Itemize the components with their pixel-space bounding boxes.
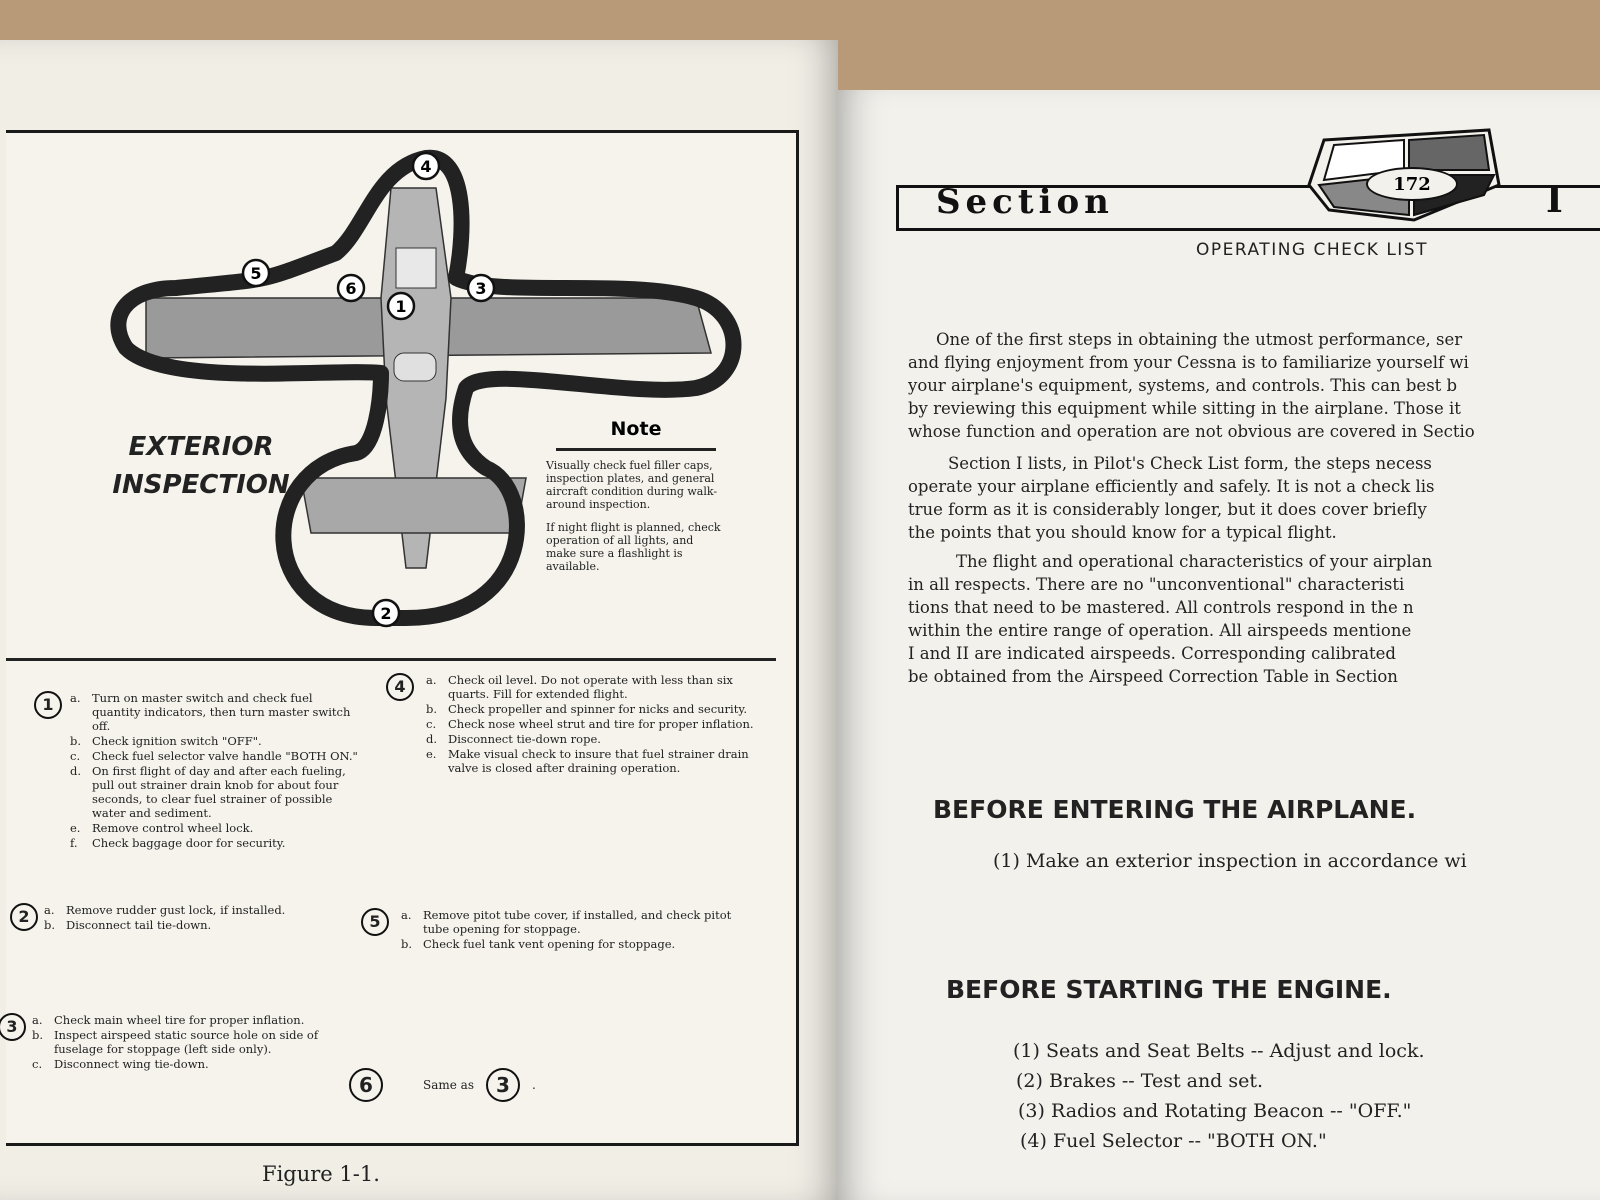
step-6-text: Same as bbox=[423, 1078, 474, 1092]
svg-text:6: 6 bbox=[345, 279, 357, 298]
model-badge bbox=[1304, 125, 1509, 225]
exterior-inspection-title: EXTERIOR INSPECTION bbox=[112, 432, 290, 500]
list-item: b. Check fuel tank vent opening for stoppage. bbox=[401, 937, 676, 951]
station-marker-6 bbox=[338, 275, 364, 301]
list-item: c. Check fuel selector valve handle "BOTH ON." bbox=[70, 749, 358, 763]
list-item: e. Make visual check to insure that fuel strainer drain valve is closed after draining operation. bbox=[426, 747, 749, 775]
station-marker-4 bbox=[413, 153, 439, 179]
list-item: d. Disconnect tie-down rope. bbox=[426, 732, 601, 746]
station-marker-2 bbox=[373, 600, 399, 626]
section-banner bbox=[896, 155, 1600, 225]
intro-paragraph-2: Section I lists, in Pilot's Check List form, the steps necess operate your airplane efficiently and safely. It is not a check lis true form as it is considerably longer, but it does cover briefly the points that you should know for a typical flight. bbox=[908, 454, 1435, 542]
step-1-list bbox=[70, 691, 364, 850]
step-2 bbox=[10, 903, 340, 933]
list-item: c. Disconnect wing tie-down. bbox=[32, 1057, 209, 1071]
figure-frame bbox=[6, 130, 799, 1146]
step-3 bbox=[0, 1013, 338, 1072]
svg-text:3: 3 bbox=[475, 279, 487, 298]
before-entering-heading: BEFORE ENTERING THE AIRPLANE. bbox=[933, 795, 1417, 824]
step-number-1: 1 bbox=[34, 691, 62, 719]
step-2-list bbox=[44, 903, 340, 932]
list-item: c. Check nose wheel strut and tire for proper inflation. bbox=[426, 717, 754, 731]
note-paragraph-2: If night flight is planned, check operation of all lights, and make sure a flashlight is available. bbox=[546, 521, 721, 573]
step-number-5: 5 bbox=[361, 908, 389, 936]
before-starting-heading: BEFORE STARTING THE ENGINE. bbox=[946, 975, 1392, 1004]
list-item: f. Check baggage door for security. bbox=[70, 836, 286, 850]
tail-shape bbox=[301, 478, 526, 533]
before-starting-item-1: (1) Seats and Seat Belts -- Adjust and lock. bbox=[1013, 1040, 1425, 1062]
step-number-4: 4 bbox=[386, 673, 414, 701]
right-page bbox=[838, 90, 1600, 1200]
step-number-2: 2 bbox=[10, 903, 38, 931]
figure-caption: Figure 1-1. bbox=[262, 1162, 380, 1186]
before-entering-item-1: (1) Make an exterior inspection in accordance wi bbox=[993, 850, 1467, 872]
step-4-list bbox=[426, 673, 776, 775]
station-marker-5 bbox=[243, 260, 269, 286]
step-4 bbox=[386, 673, 776, 776]
step-5-list bbox=[401, 908, 761, 951]
note-box bbox=[546, 418, 721, 583]
step-3-list bbox=[32, 1013, 338, 1071]
list-item: d. On first flight of day and after each fueling, pull out strainer drain knob for about four seconds, to clear fuel strainer of possible water and sediment. bbox=[70, 764, 346, 820]
intro-paragraph-3: The flight and operational characteristics of your airplan in all respects. There are no "unconventional" characteristi tions that need to be mastered. All controls respond in the n within the entire range of operation. All airspeeds mentione I and II are indicated airspeeds. Corresponding calibrated be obtained from the Airspeed Correction Table in Section bbox=[908, 552, 1433, 686]
list-item: b. Check ignition switch "OFF". bbox=[70, 734, 262, 748]
list-item: b. Inspect airspeed static source hole on side of fuselage for stoppage (left side only). bbox=[32, 1028, 319, 1056]
svg-text:1: 1 bbox=[395, 297, 407, 316]
list-item: a. Check oil level. Do not operate with less than six quarts. Fill for extended flight. bbox=[426, 673, 733, 701]
list-item: a. Check main wheel tire for proper inflation. bbox=[32, 1013, 305, 1027]
before-starting-item-3: (3) Radios and Rotating Beacon -- "OFF." bbox=[1018, 1100, 1412, 1122]
svg-text:5: 5 bbox=[250, 264, 262, 283]
step-number-6: 6 bbox=[349, 1068, 383, 1102]
note-heading: Note bbox=[556, 418, 716, 451]
left-page bbox=[0, 40, 838, 1200]
list-item: b. Check propeller and spinner for nicks and security. bbox=[426, 702, 747, 716]
list-item: a. Remove pitot tube cover, if installed, and check pitot tube opening for stoppage. bbox=[401, 908, 732, 936]
list-item: e. Remove control wheel lock. bbox=[70, 821, 254, 835]
step-6 bbox=[349, 1068, 536, 1102]
checklist-heading: OPERATING CHECK LIST bbox=[1196, 240, 1428, 260]
figure-divider bbox=[6, 658, 776, 661]
intro-paragraph-1: One of the first steps in obtaining the utmost performance, ser and flying enjoyment from your Cessna is to familiarize yourself wi your airplane's equipment, systems, and controls. This can best b by reviewing this equipment while sitting in the airplane. Those it whose function and operation are not obvious are covered in Sectio bbox=[908, 330, 1475, 441]
list-item: a. Turn on master switch and check fuel quantity indicators, then turn master switch off. bbox=[70, 691, 351, 733]
list-item: b. Disconnect tail tie-down. bbox=[44, 918, 212, 932]
station-marker-1 bbox=[388, 293, 414, 319]
svg-text:2: 2 bbox=[380, 604, 392, 623]
svg-text:4: 4 bbox=[420, 157, 432, 176]
before-starting-item-2: (2) Brakes -- Test and set. bbox=[1016, 1070, 1264, 1092]
step-5 bbox=[361, 908, 761, 952]
before-starting-item-4: (4) Fuel Selector -- "BOTH ON." bbox=[1020, 1130, 1327, 1152]
section-word: Section bbox=[936, 182, 1114, 222]
section-numeral: I bbox=[1546, 179, 1563, 221]
badge-number: 172 bbox=[1366, 167, 1458, 201]
step-6-suffix: . bbox=[531, 1078, 536, 1092]
step-6-ref: 3 bbox=[486, 1068, 520, 1102]
station-marker-3 bbox=[468, 275, 494, 301]
step-number-3: 3 bbox=[0, 1013, 26, 1041]
note-paragraph-1: Visually check fuel filler caps, inspection plates, and general aircraft condition during walk-around inspection. bbox=[546, 459, 718, 511]
list-item: a. Remove rudder gust lock, if installed. bbox=[44, 903, 286, 917]
step-1 bbox=[34, 691, 364, 851]
